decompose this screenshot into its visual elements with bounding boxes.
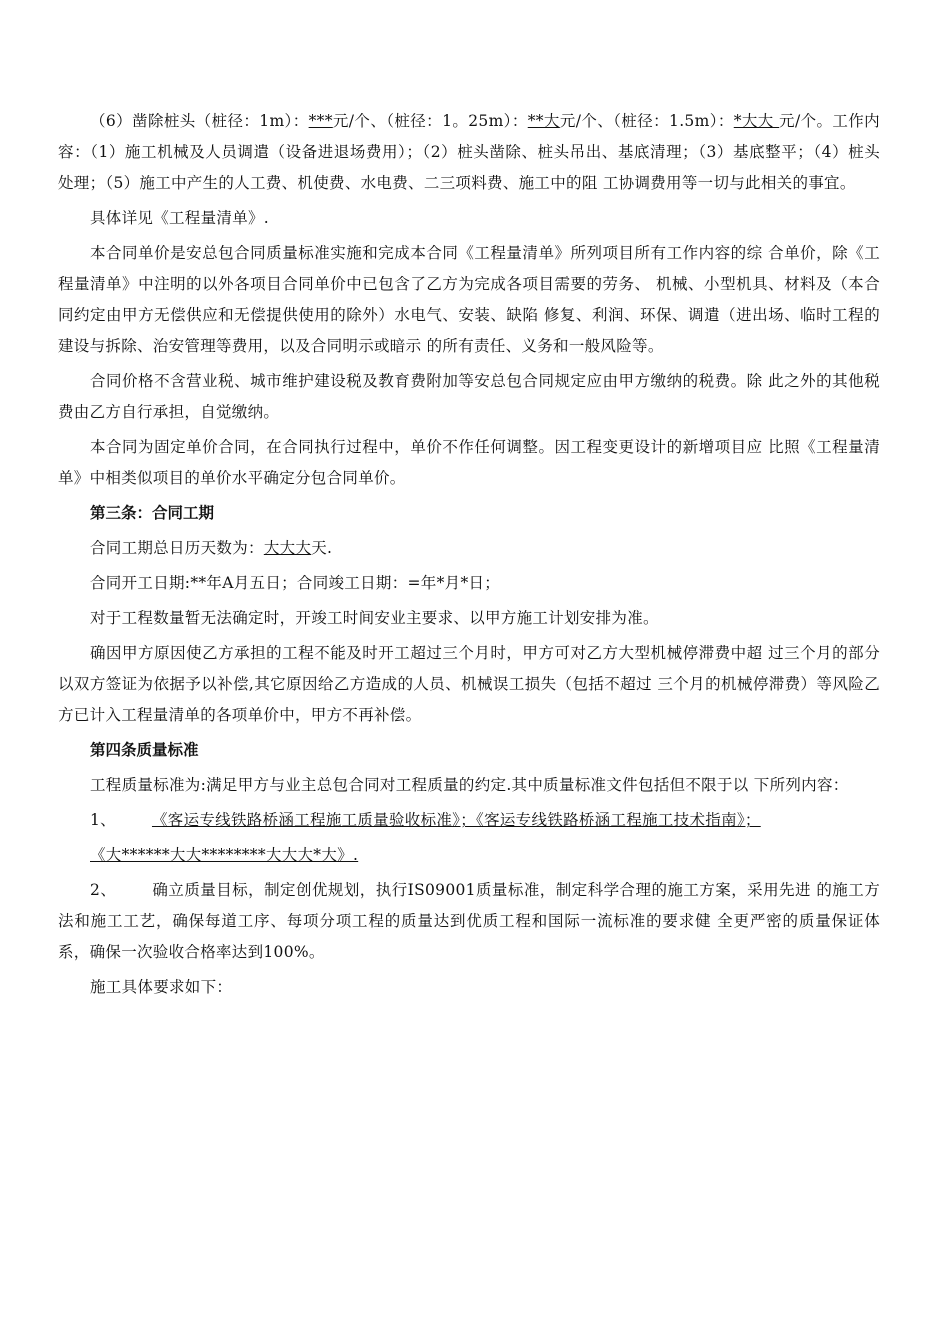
quality-standard-paragraph: 工程质量标准为:满足甲方与业主总包合同对工程质量的约定.其中质量标准文件包括但不限于以 下所列内容： — [90, 776, 849, 794]
standards-reference: 《大******大大********大大大*大》. — [90, 846, 359, 864]
list-item — [58, 875, 880, 968]
document-page — [58, 106, 880, 1007]
tax-paragraph: 合同价格不含营业税、城市维护建设税及教育费附加等安总包合同规定应由甲方缴纳的税费。除 此之外的其他税费由乙方自行承担，自觉缴纳。 — [58, 372, 880, 421]
fixed-price-paragraph: 本合同为固定单价合同，在合同执行过程中，单价不作任何调整。因工程变更设计的新增项目应 比照《工程量清单》中相类似项目的单价水平确定分包合同单价。 — [58, 438, 880, 487]
article-4-heading: 第四条质量标准 — [90, 741, 199, 759]
unit-price-paragraph: 本合同单价是安总包合同质量标准实施和完成本合同《工程量清单》所列项目所有工作内容的综 合单价，除《工程量清单》中注明的以外各项目合同单价中已包含了乙方为完成各项目需要的劳务、 机械、小型机具、材料及（本合同约定由甲方无偿供应和无偿提供使用的除外）水电气、安装、缺陷 修复、利润、环保、调遣（进出场、临时工程的建设与拆除、治安管理等费用，以及合同明示或暗示 的所有责任、义务和一般风险等。 — [58, 244, 880, 355]
text-run: 天. — [311, 539, 333, 557]
list-number: 2、 — [90, 881, 117, 899]
price-blank: *** — [308, 112, 333, 130]
schedule-paragraph: 对于工程数量暂无法确定时，开竣工时间安业主要求、以甲方施工计划安排为准。 — [90, 609, 659, 627]
text-run: 元/个。工作内容：（1）施工机械及人员调遣（设备进退场费用）；（2）桩头凿除、桩头吊出、基底清理；（3）基底整平；（4）桩头处理；（5）施工中产生的人工费、机使费、水电费、二三项料费、施工中的阻 工协调费用等一切与此相关的事宜。 — [58, 112, 880, 192]
list-item-continuation — [58, 840, 880, 871]
standards-reference: 《客运专线铁路桥涵工程施工质量验收标准》；《客运专线铁路桥涵工程施工技术指南》； — [151, 811, 761, 829]
article-3-heading: 第三条：合同工期 — [90, 504, 215, 522]
text-run: 合同工期总日历天数为： — [90, 539, 264, 557]
price-blank: *大大 — [733, 112, 780, 130]
text-run: 元/个、（桩径：1。25m）： — [332, 112, 528, 130]
list-number: 1、 — [90, 811, 116, 829]
text-run: （6）凿除桩头（桩径：1m）： — [90, 112, 309, 130]
delay-compensation-paragraph: 确因甲方原因使乙方承担的工程不能及时开工超过三个月时，甲方可对乙方大型机械停滞费中超 过三个月的部分以双方签证为依据予以补偿,其它原因给乙方造成的人员、机械误工损失（包括不超过 三个月的机械停滞费）等风险乙方已计入工程量清单的各项单价中，甲方不再补偿。 — [58, 644, 880, 724]
days-blank: 大大大 — [263, 539, 312, 557]
text-run: 元/个、（桩径：1.5m）： — [559, 112, 734, 130]
dates-paragraph: 合同开工日期:**年A月五日；合同竣工日期：=年*月*日； — [90, 574, 501, 592]
price-blank: **大 — [527, 112, 560, 130]
pile-head-removal-paragraph — [58, 106, 880, 199]
list-text: 确立质量目标，制定创优规划，执行IS09001质量标准，制定科学合理的施工方案，采用先进 的施工方法和施工工艺，确保每道工序、每项分项工程的质量达到优质工程和国际一流标准的要求健 全更严密的质量保证体系，确保一次验收合格率达到100%。 — [58, 881, 880, 961]
list-item — [58, 805, 880, 836]
total-days-paragraph — [58, 533, 880, 564]
construction-requirements-intro: 施工具体要求如下： — [90, 978, 233, 996]
bill-of-quantities-ref: 具体详见《工程量清单》. — [90, 209, 270, 227]
